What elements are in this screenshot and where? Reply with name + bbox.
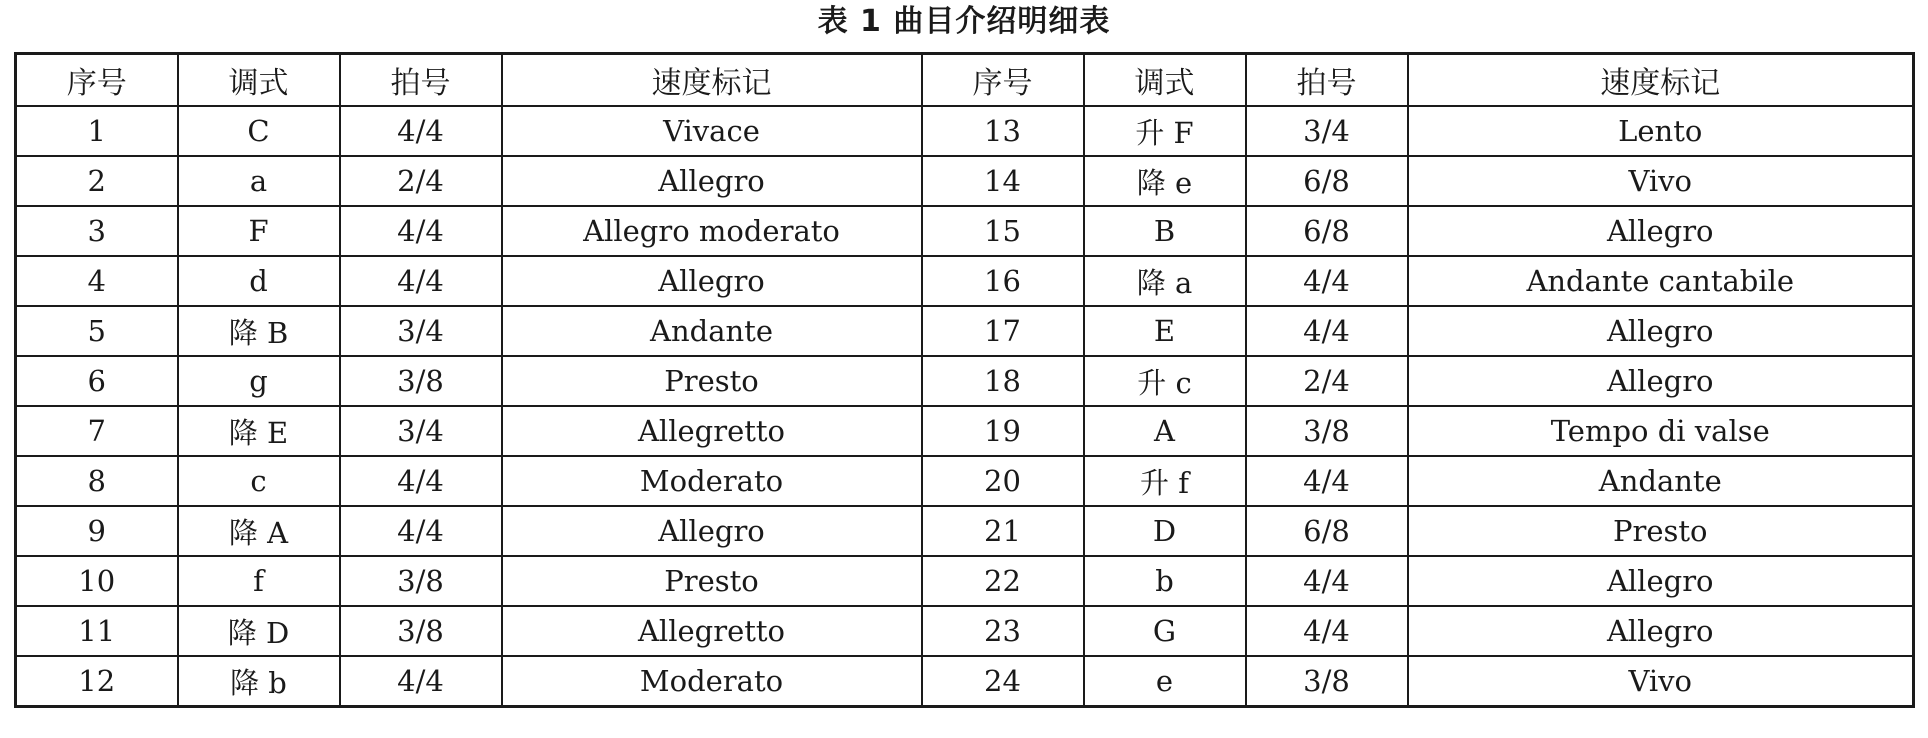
cell-time-signature: 2/4 xyxy=(1246,356,1408,406)
header-key: 调式 xyxy=(1084,54,1246,107)
cell-time-signature: 3/4 xyxy=(1246,106,1408,156)
cell-key: E xyxy=(1084,306,1246,356)
cell-number: 5 xyxy=(16,306,178,356)
cell-key: D xyxy=(1084,506,1246,556)
cell-number: 4 xyxy=(16,256,178,306)
cell-time-signature: 4/4 xyxy=(1246,606,1408,656)
table-row xyxy=(16,256,1914,306)
cell-tempo-marking: Andante xyxy=(502,306,922,356)
cell-tempo-marking: Allegro xyxy=(502,506,922,556)
cell-time-signature: 4/4 xyxy=(340,206,502,256)
cell-time-signature: 4/4 xyxy=(340,256,502,306)
cell-number: 15 xyxy=(922,206,1084,256)
cell-tempo-marking: Allegro xyxy=(502,156,922,206)
table-row xyxy=(16,556,1914,606)
cell-tempo-marking: Allegretto xyxy=(502,606,922,656)
cell-number: 2 xyxy=(16,156,178,206)
cell-key: 降 E xyxy=(178,406,340,456)
cell-number: 22 xyxy=(922,556,1084,606)
cell-key: A xyxy=(1084,406,1246,456)
table-row xyxy=(16,406,1914,456)
cell-key: g xyxy=(178,356,340,406)
table-row xyxy=(16,456,1914,506)
cell-number: 23 xyxy=(922,606,1084,656)
cell-key: 降 b xyxy=(178,656,340,707)
cell-number: 18 xyxy=(922,356,1084,406)
cell-time-signature: 3/8 xyxy=(1246,656,1408,707)
header-time-signature: 拍号 xyxy=(1246,54,1408,107)
cell-key: 升 f xyxy=(1084,456,1246,506)
header-time-signature: 拍号 xyxy=(340,54,502,107)
cell-time-signature: 3/4 xyxy=(340,306,502,356)
header-number: 序号 xyxy=(922,54,1084,107)
header-key: 调式 xyxy=(178,54,340,107)
cell-tempo-marking: Presto xyxy=(1408,506,1914,556)
repertoire-table xyxy=(14,52,1915,708)
cell-tempo-marking: Vivo xyxy=(1408,156,1914,206)
cell-tempo-marking: Allegro moderato xyxy=(502,206,922,256)
cell-tempo-marking: Allegro xyxy=(502,256,922,306)
cell-tempo-marking: Allegro xyxy=(1408,306,1914,356)
table-caption: 表 1 曲目介绍明细表 xyxy=(817,4,1111,39)
cell-key: 降 D xyxy=(178,606,340,656)
cell-key: f xyxy=(178,556,340,606)
cell-time-signature: 6/8 xyxy=(1246,506,1408,556)
cell-number: 1 xyxy=(16,106,178,156)
table-body xyxy=(16,106,1914,707)
cell-number: 9 xyxy=(16,506,178,556)
cell-time-signature: 4/4 xyxy=(1246,256,1408,306)
table-row xyxy=(16,606,1914,656)
cell-time-signature: 4/4 xyxy=(1246,556,1408,606)
cell-key: C xyxy=(178,106,340,156)
cell-time-signature: 4/4 xyxy=(340,506,502,556)
cell-time-signature: 6/8 xyxy=(1246,156,1408,206)
cell-tempo-marking: Vivace xyxy=(502,106,922,156)
cell-number: 20 xyxy=(922,456,1084,506)
cell-tempo-marking: Allegro xyxy=(1408,606,1914,656)
cell-time-signature: 4/4 xyxy=(340,106,502,156)
header-tempo-marking: 速度标记 xyxy=(1408,54,1914,107)
cell-key: c xyxy=(178,456,340,506)
cell-key: a xyxy=(178,156,340,206)
cell-number: 21 xyxy=(922,506,1084,556)
table-row xyxy=(16,656,1914,707)
table-row xyxy=(16,206,1914,256)
cell-number: 24 xyxy=(922,656,1084,707)
cell-time-signature: 4/4 xyxy=(1246,306,1408,356)
cell-key: 升 F xyxy=(1084,106,1246,156)
cell-tempo-marking: Presto xyxy=(502,356,922,406)
cell-tempo-marking: Moderato xyxy=(502,456,922,506)
table-header-row xyxy=(16,54,1914,107)
header-tempo-marking: 速度标记 xyxy=(502,54,922,107)
cell-time-signature: 3/8 xyxy=(340,356,502,406)
cell-tempo-marking: Moderato xyxy=(502,656,922,707)
cell-key: 降 e xyxy=(1084,156,1246,206)
table-row xyxy=(16,356,1914,406)
cell-time-signature: 4/4 xyxy=(340,656,502,707)
cell-time-signature: 3/8 xyxy=(340,556,502,606)
cell-number: 3 xyxy=(16,206,178,256)
cell-tempo-marking: Allegretto xyxy=(502,406,922,456)
cell-tempo-marking: Allegro xyxy=(1408,356,1914,406)
cell-tempo-marking: Presto xyxy=(502,556,922,606)
cell-tempo-marking: Lento xyxy=(1408,106,1914,156)
cell-tempo-marking: Allegro xyxy=(1408,206,1914,256)
cell-key: b xyxy=(1084,556,1246,606)
cell-time-signature: 4/4 xyxy=(340,456,502,506)
cell-number: 14 xyxy=(922,156,1084,206)
header-number: 序号 xyxy=(16,54,178,107)
cell-key: B xyxy=(1084,206,1246,256)
cell-number: 19 xyxy=(922,406,1084,456)
cell-key: G xyxy=(1084,606,1246,656)
cell-tempo-marking: Andante xyxy=(1408,456,1914,506)
cell-number: 16 xyxy=(922,256,1084,306)
cell-time-signature: 6/8 xyxy=(1246,206,1408,256)
cell-tempo-marking: Tempo di valse xyxy=(1408,406,1914,456)
cell-key: 升 c xyxy=(1084,356,1246,406)
cell-key: e xyxy=(1084,656,1246,707)
cell-key: 降 A xyxy=(178,506,340,556)
cell-tempo-marking: Vivo xyxy=(1408,656,1914,707)
cell-number: 7 xyxy=(16,406,178,456)
cell-number: 6 xyxy=(16,356,178,406)
cell-tempo-marking: Andante cantabile xyxy=(1408,256,1914,306)
table-row xyxy=(16,306,1914,356)
cell-key: F xyxy=(178,206,340,256)
cell-time-signature: 2/4 xyxy=(340,156,502,206)
cell-number: 13 xyxy=(922,106,1084,156)
cell-time-signature: 4/4 xyxy=(1246,456,1408,506)
table-row xyxy=(16,156,1914,206)
cell-time-signature: 3/4 xyxy=(340,406,502,456)
cell-number: 17 xyxy=(922,306,1084,356)
table-row xyxy=(16,106,1914,156)
cell-number: 11 xyxy=(16,606,178,656)
cell-number: 12 xyxy=(16,656,178,707)
cell-key: d xyxy=(178,256,340,306)
cell-key: 降 a xyxy=(1084,256,1246,306)
cell-time-signature: 3/8 xyxy=(1246,406,1408,456)
table-row xyxy=(16,506,1914,556)
cell-key: 降 B xyxy=(178,306,340,356)
cell-tempo-marking: Allegro xyxy=(1408,556,1914,606)
cell-time-signature: 3/8 xyxy=(340,606,502,656)
cell-number: 10 xyxy=(16,556,178,606)
cell-number: 8 xyxy=(16,456,178,506)
